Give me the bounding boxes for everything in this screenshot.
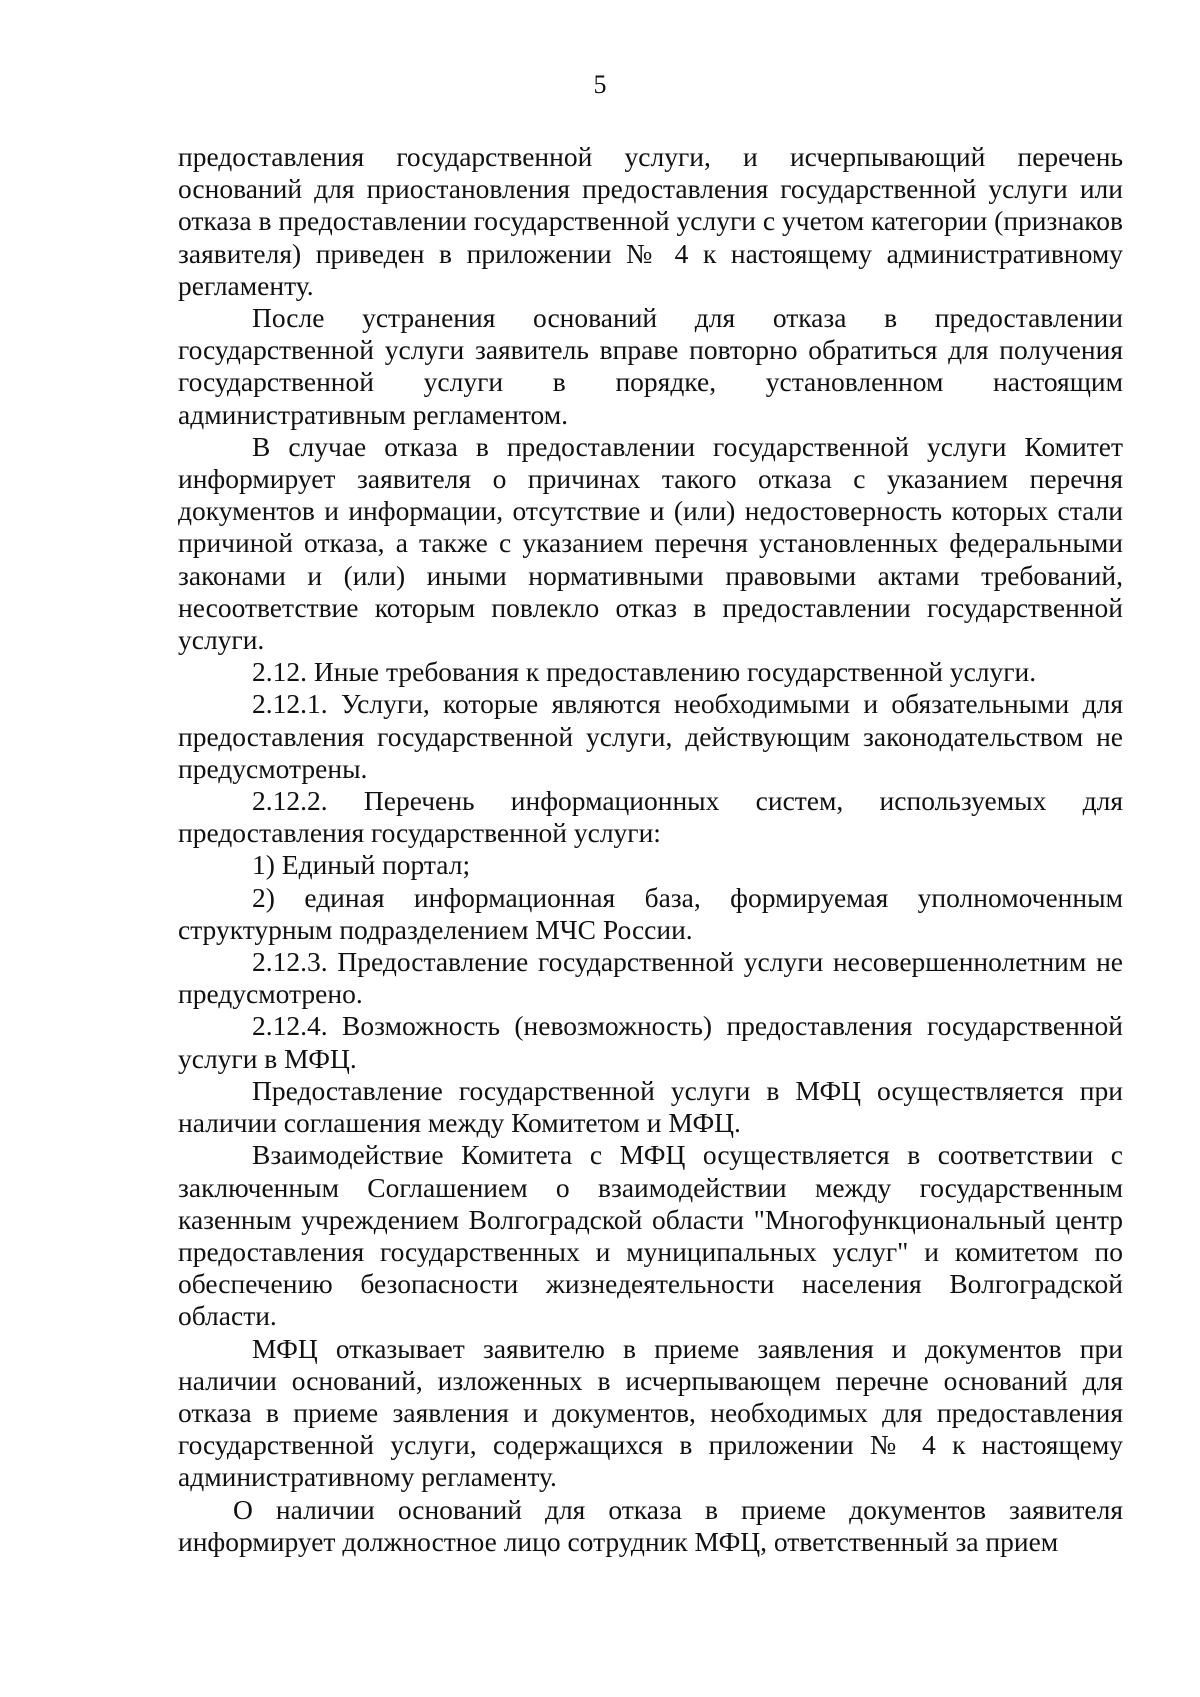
list-item-2: 2) единая информационная база, формируемая уполномоченным структурным подразделением МЧС России. [178, 881, 1123, 945]
paragraph-refusal-inform: О наличии оснований для отказа в приеме документов заявителя информирует должностное лицо сотрудник МФЦ, ответственный за прием [178, 1493, 1123, 1557]
paragraph-continuation: предоставления государственной услуги, и исчерпывающий перечень оснований для приостановления предоставления государственной услуги или отказа в предоставлении государственной услуги с учетом категории (признаков заявителя) приведен в приложении № 4 к настоящему административному регламенту. [178, 141, 1123, 301]
paragraph-refusal-notice: В случае отказа в предоставлении государственной услуги Комитет информирует заявителя о причинах такого отказа с указанием перечня документов и информации, отсутствие и (или) недостоверность которых стали причиной отказа, а также с указанием перечня установленных федеральными законами и (или) иными нормативными правовыми актами требований, несоответствие которым повлекло отказ в предоставлении государственной услуги. [178, 430, 1123, 656]
paragraph-mfc-agreement: Предоставление государственной услуги в МФЦ осуществляется при наличии соглашения между Комитетом и МФЦ. [178, 1074, 1123, 1139]
page-number: 5 [593, 70, 607, 99]
document-body [178, 141, 1123, 1558]
section-2-12-4: 2.12.4. Возможность (невозможность) предоставления государственной услуги в МФЦ. [178, 1010, 1123, 1074]
paragraph-mfc-refusal: МФЦ отказывает заявителю в приеме заявления и документов при наличии оснований, изложенных в исчерпывающем перечне оснований для отказа в приеме заявления и документов, необходимых для предоставления государственной услуги, содержащихся в приложении № 4 к настоящему административному регламенту. [178, 1332, 1123, 1493]
list-item-1: 1) Единый портал; [252, 849, 471, 881]
section-2-12-heading: 2.12. Иные требования к предоставлению государственной услуги. [252, 656, 1037, 688]
section-2-12-2: 2.12.2. Перечень информационных систем, используемых для предоставления государственной услуги: [178, 785, 1123, 849]
section-2-12-1: 2.12.1. Услуги, которые являются необходимыми и обязательными для предоставления государственной услуги, действующим законодательством не предусмотрены. [178, 688, 1123, 784]
paragraph-resubmission: После устранения оснований для отказа в предоставлении государственной услуги заявитель вправе повторно обратиться для получения государственной услуги в порядке, установленном настоящим административным регламентом. [178, 302, 1123, 430]
paragraph-mfc-interaction: Взаимодействие Комитета с МФЦ осуществляется в соответствии с заключенным Соглашением о взаимодействии между государственным казенным учреждением Волгоградской области "Многофункциональный центр предоставления государственных и муниципальных услуг" и комитетом по обеспечению безопасности жизнедеятельности населения Волгоградской области. [178, 1139, 1123, 1332]
section-2-12-3: 2.12.3. Предоставление государственной услуги несовершеннолетним не предусмотрено. [178, 946, 1123, 1010]
